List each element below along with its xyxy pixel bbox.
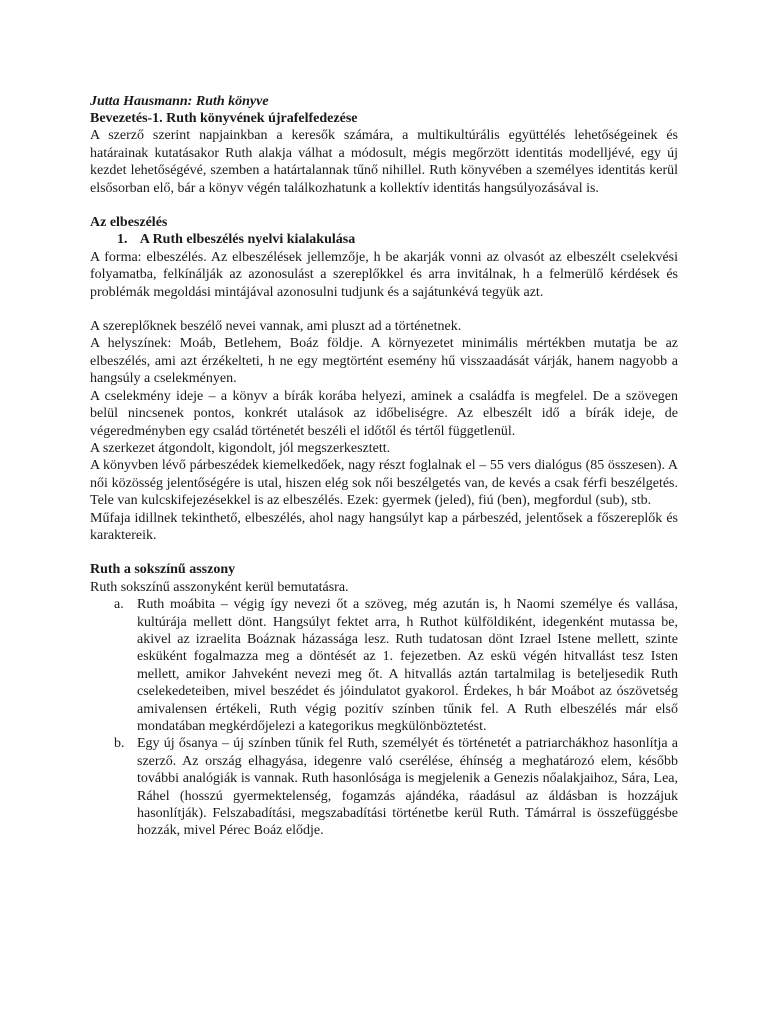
list-item: [90, 596, 678, 735]
paragraph-dialogue: A könyvben lévő párbeszédek kiemelkedőek, nagy részt foglalnak el – 55 vers dialógus (85 összesen). A női közösség jelentőségére is utal, hiszen elég sok női beszélgetés van, de kevés a csak férfi beszélgetés. Tele van kulcskifejezésekkel is az elbeszélés. Ezek: gyermek (jeled), fiú (ben), megfordul (sub), stb.: [90, 458, 678, 509]
list-item-text: Ruth moábita – végig így nevezi őt a szöveg, még azután is, h Naomi személye és vallása, kultúrája mellett dönt. Hangsúlyt fektet arra, h Ruthot külföldiként, idegenként mutassa be, akivel az izraelita Boáznak házassága lesz. Ruth tudatosan dönt Izrael Istene mellett, szinte esküként fogalmazza meg a döntését az 1. fejezetben. Az eskü végén hitvallást tesz Isten mellett, amikor Jahveként nevezi meg őt. A hitvallás aztán tartalmilag is beteljesedik Ruth cselekedeteiben, mivel beszédet és jóindulatot gyakorol. Érdekes, h bár Moábot az ószövetség amivalensen értékeli, Ruth végig pozitív színben tűnik fel. A Ruth elbeszélés már első mondatában megkérdőjelezi a kategorikus megkülönböztetést.: [137, 597, 678, 734]
document-title: Jutta Hausmann: Ruth könyve: [90, 94, 269, 109]
intro-paragraph: A szerző szerint napjainkban a keresők számára, a multikultúrális együttélés lehetőségeinek és határainak kutatásakor Ruth alakja válhat a módosult, mégis megőrzött identitás modelljévé, egy új kezdet lehetőségévé, szemben a határtalannak tűnő nihillel. Ruth könyvében a személyes identitás kerül elsősorban elő, bár a könyv végén találkozhatunk a kollektív identitás hangsúlyozásával is.: [90, 128, 678, 196]
section-heading-ruth: Ruth a sokszínű asszony: [90, 562, 236, 578]
lettered-list: [90, 596, 678, 840]
list-marker: b.: [114, 736, 125, 752]
subsection-title: A Ruth elbeszélés nyelvi kialakulása: [139, 232, 356, 248]
list-item: [90, 735, 678, 839]
paragraph-time: A cselekmény ideje – a könyv a bírák korába helyezi, aminek a családfa is megfelel. De a szövegen belül nincsenek pontos, konkrét utalások az időbeliségre. Az elbeszélt idő a bírák ideje, de végeredményben egy család történetét beszéli el időtől és tértől függetlenül.: [90, 388, 678, 439]
subsection-number: 1.: [117, 232, 128, 248]
section-heading-narrative: Az elbeszélés: [90, 215, 168, 231]
list-item-text: Egy új ősanya – új színben tűnik fel Ruth, személyét és történetét a patriarchákhoz hasonlítja a szerző. Az ország elhagyása, idegenre való cserélése, éhínség a meghatározó elem, később további analógiák is vannak. Ruth hasonlósága is megjelenik a Genezis nőalakjaihoz, Sára, Lea, Ráhel (hosszú gyermektelenség, fogamzás ajándéka, ráadásul az áldásban is hozzájuk hasonlítják). Felszabadítási, megszabadítási történetbe kerül Ruth. Támárral is összefüggésbe hozzák, mivel Pérec Boáz elődje.: [137, 736, 678, 839]
paragraph-structure: A szerkezet átgondolt, kigondolt, jól megszerkesztett.: [90, 440, 391, 456]
paragraph-names: A szereplőknek beszélő nevei vannak, ami pluszt ad a történetnek.: [90, 319, 462, 335]
section-intro: Ruth sokszínű asszonyként kerül bemutatásra.: [90, 579, 349, 595]
subsection-heading: [90, 231, 678, 248]
intro-heading: Bevezetés-1. Ruth könyvének újrafelfedezése: [90, 111, 358, 126]
paragraph-form: A forma: elbeszélés. Az elbeszélések jellemzője, h be akarják vonni az olvasót az elbeszélt cselekvési folyamatba, felkínálják az azonosulást a szereplőkkel és arra invitálnak, h a felmerülő kérdések és problémák megoldási mintájával azonosulni tudjunk és a sajátunkévá tegyük azt.: [90, 249, 678, 300]
paragraph-places: A helyszínek: Moáb, Betlehem, Boáz földje. A környezetet minimális mértékben mutatja be az elbeszélés, ami azt érzékelteti, h ne egy megtörtént esemény hű visszaadását várják, hanem nagyobb a hangsúly a cselekményen.: [90, 336, 678, 387]
paragraph-genre: Műfaja idillnek tekinthető, elbeszélés, ahol nagy hangsúlyt kap a párbeszéd, jelentősek a főszereplők és karaktereik.: [90, 510, 678, 543]
list-marker: a.: [114, 597, 124, 613]
